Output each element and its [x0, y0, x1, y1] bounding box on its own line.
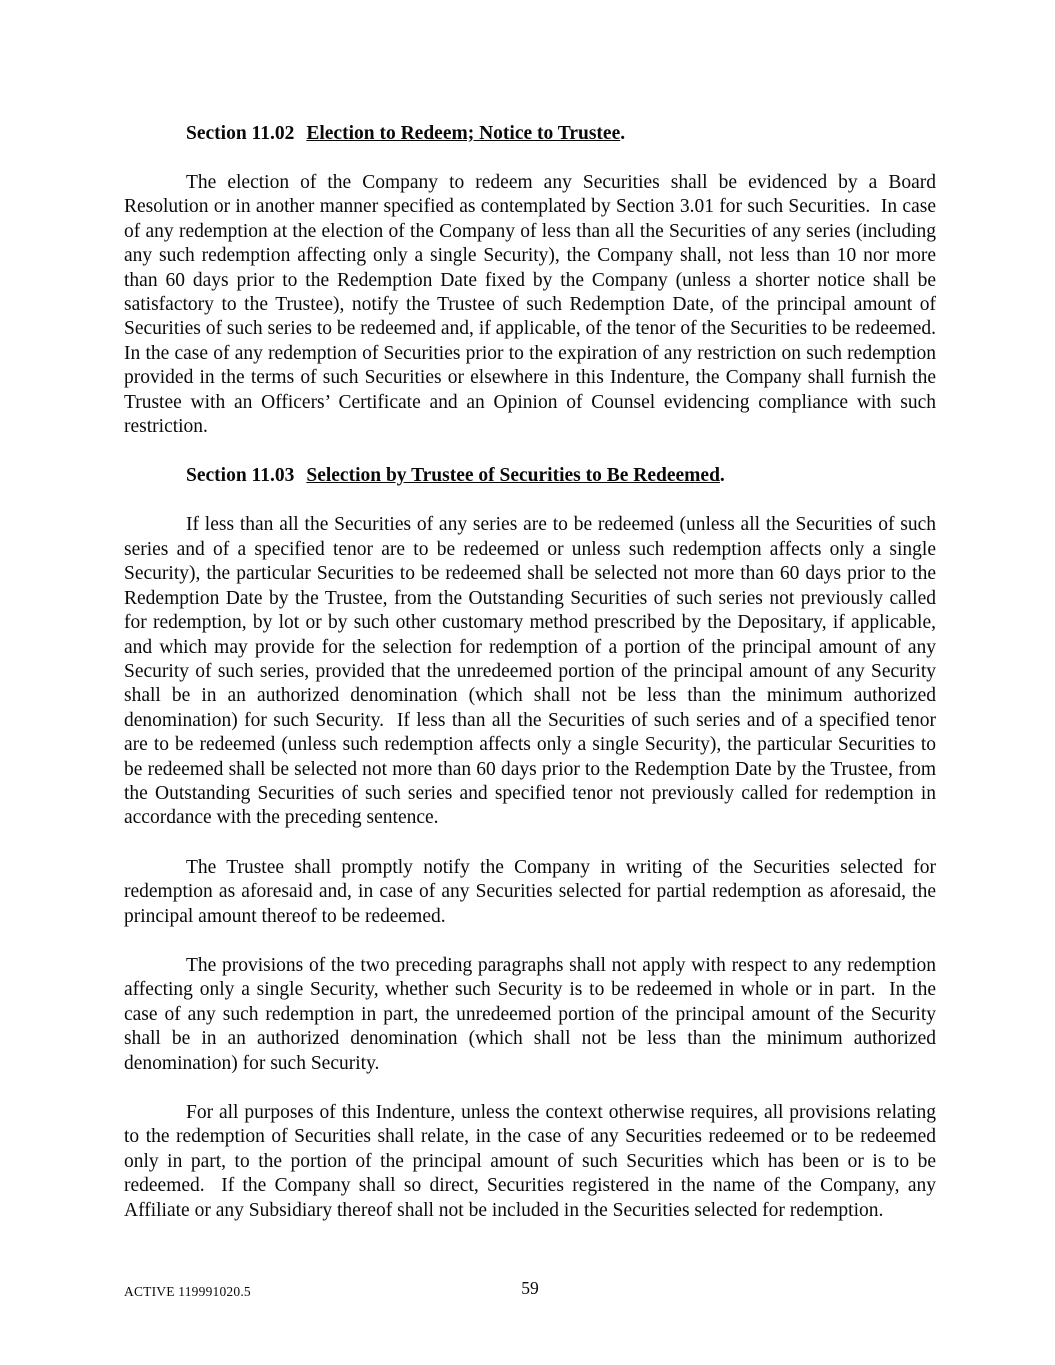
- page-number: 59: [521, 1278, 539, 1298]
- paragraph: The Trustee shall promptly notify the Company in writing of the Securities selected for redemption as aforesaid and, in case of any Securities selected for partial redemption as aforesaid, the principal amount thereof to be redeemed.: [124, 856, 941, 927]
- section-number: Section 11.03: [186, 465, 295, 487]
- paragraph: The election of the Company to redeem any Securities shall be evidenced by a Board Resolution or in another manner specified as contemplated by Section 3.01 for such Securities. In case of any redemption at the election of the Company of less than all the Securities of any series (including any such redemption affecting only a single Security), the Company shall, not less than 10 nor more than 60 days prior to the Redemption Date fixed by the Company (unless a shorter notice shall be satisfactory to the Trustee), notify the Trustee of such Redemption Date, of the principal amount of Securities of such series to be redeemed and, if applicable, of the tenor of the Securities to be redeemed. In the case of any redemption of Securities prior to the expiration of any restriction on such redemption provided in the terms of such Securities or elsewhere in this Indenture, the Company shall furnish the Trustee with an Officers’ Certificate and an Opinion of Counsel evidencing compliance with such restriction.: [124, 172, 946, 438]
- section-heading-11-02: [124, 122, 936, 146]
- paragraph: If less than all the Securities of any series are to be redeemed (unless all the Securities of such series and of a specified tenor are to be redeemed or unless such redemption affects only a single Security), the particular Securities to be redeemed shall be selected not more than 60 days prior to the Redemption Date by the Trustee, from the Outstanding Securities of such series not previously called for redemption, by lot or by such other customary method prescribed by the Depositary, if applicable, and which may provide for the selection for redemption of a portion of the principal amount of any Security of such series, provided that the unredeemed portion of the principal amount of any Security shall be in an authorized denomination (which shall not be less than the minimum authorized denomination) for such Security. If less than all the Securities of such series and of a specified tenor are to be redeemed (unless such redemption affects only a single Security), the particular Securities to be redeemed shall be selected not more than 60 days prior to the Redemption Date by the Trustee, from the Outstanding Securities of such series and specified tenor not previously called for redemption in accordance with the preceding sentence.: [124, 514, 941, 829]
- section-title: Election to Redeem; Notice to Trustee: [306, 123, 621, 144]
- section-title: Selection by Trustee of Securities to Be Redeemed: [306, 465, 720, 487]
- document-id: ACTIVE 119991020.5: [124, 1284, 251, 1299]
- page-footer: [124, 1278, 936, 1302]
- document-body: [124, 122, 946, 1248]
- paragraph: The provisions of the two preceding paragraphs shall not apply with respect to any redemption affecting only a single Security, whether such Security is to be redeemed in whole or in part. In the case of any such redemption in part, the unredeemed portion of the principal amount of the Security shall be in an authorized denomination (which shall not be less than the minimum authorized denomination) for such Security.: [124, 954, 941, 1074]
- section-title-period: .: [719, 465, 725, 487]
- section-heading-11-03: [124, 464, 936, 488]
- paragraph: For all purposes of this Indenture, unless the context otherwise requires, all provisions relating to the redemption of Securities shall relate, in the case of any Securities redeemed or to be redeemed only in part, to the portion of the principal amount of such Securities which has been or is to be redeemed. If the Company shall so direct, Securities registered in the name of the Company, any Affiliate or any Subsidiary thereof shall not be included in the Securities selected for redemption.: [124, 1102, 941, 1221]
- section-number: Section 11.02: [186, 123, 295, 144]
- section-title-period: .: [620, 123, 626, 144]
